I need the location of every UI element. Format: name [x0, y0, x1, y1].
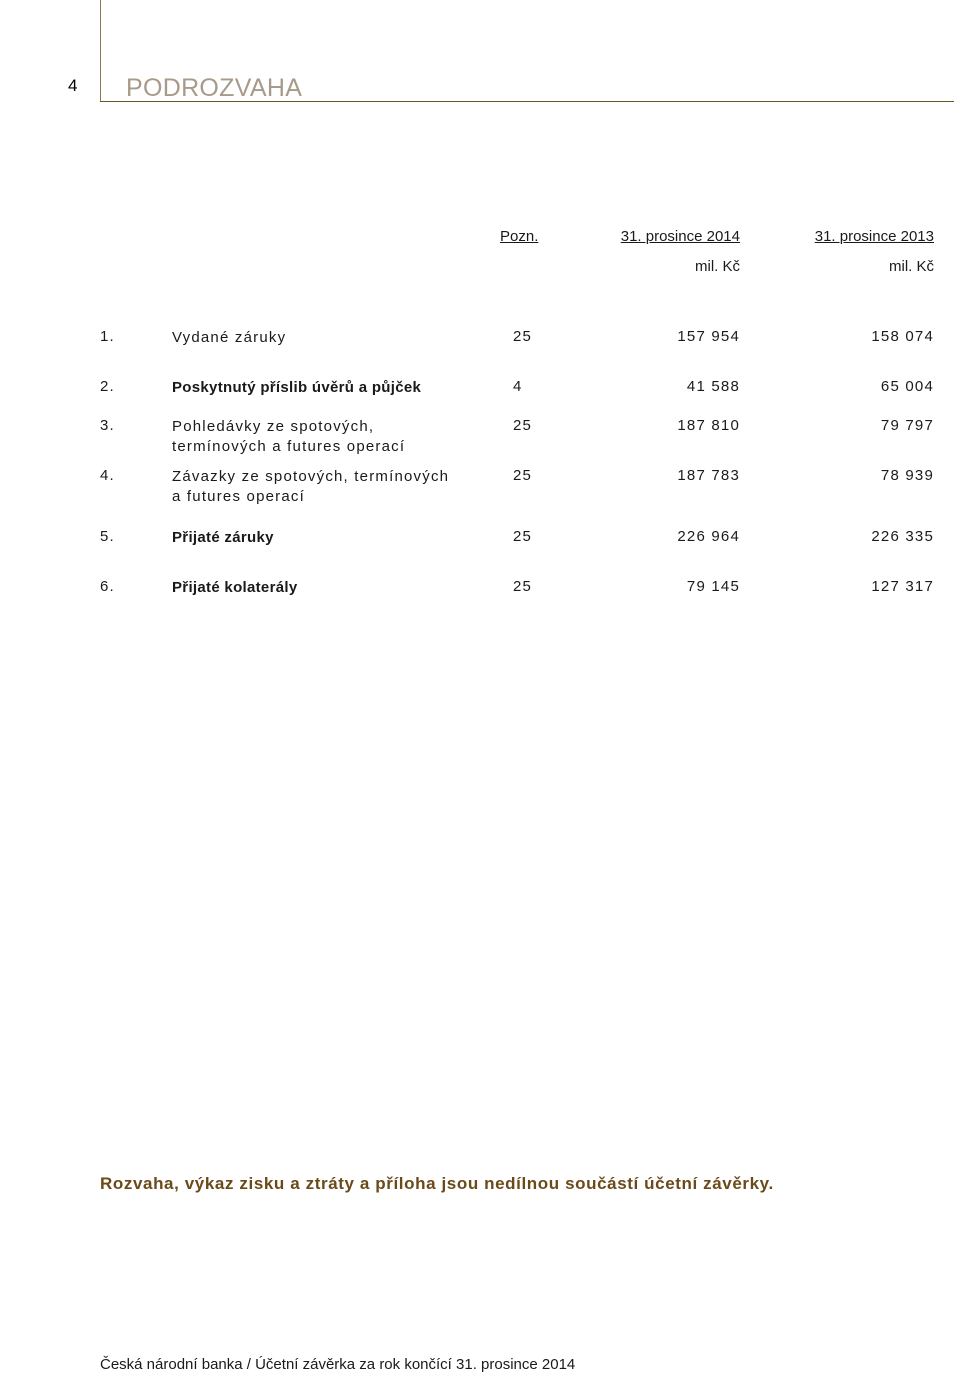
- row-value-2014: 187 810: [677, 417, 740, 434]
- row-number: 2.: [100, 378, 115, 395]
- row-number: 5.: [100, 528, 115, 545]
- col-2014-date-header: 31. prosince 2014: [620, 228, 740, 245]
- row-note: 25: [513, 467, 533, 484]
- header-vertical-rule: [100, 0, 101, 102]
- section-title: PODROZVAHA: [126, 74, 303, 102]
- row-value-2013: 127 317: [871, 578, 934, 595]
- row-label: Přijaté záruky: [172, 529, 274, 546]
- row-label: Přijaté kolaterály: [172, 579, 298, 596]
- row-value-2014: 79 145: [686, 578, 740, 595]
- row-value-2014: 157 954: [677, 328, 740, 345]
- row-value-2013: 226 335: [871, 528, 934, 545]
- col-2013-date-header: 31. prosince 2013: [814, 228, 934, 245]
- col-2013-unit-header: mil. Kč: [889, 258, 934, 275]
- row-label: Závazky ze spotových, termínových a futures operací: [172, 468, 450, 505]
- financial-statement-note: Rozvaha, výkaz zisku a ztráty a příloha jsou nedílnou součástí účetní závěrky.: [100, 1174, 774, 1193]
- row-number: 3.: [100, 417, 115, 434]
- row-note: 25: [513, 578, 533, 595]
- row-note: 4: [513, 378, 523, 395]
- row-label: Pohledávky ze spotových, termínových a futures operací: [172, 418, 406, 455]
- row-value-2013: 158 074: [871, 328, 934, 345]
- row-label: Vydané záruky: [172, 329, 287, 346]
- row-value-2014: 187 783: [677, 467, 740, 484]
- row-note: 25: [513, 328, 533, 345]
- row-number: 1.: [100, 328, 115, 345]
- row-note: 25: [513, 528, 533, 545]
- section-number: 4: [68, 76, 78, 95]
- row-value-2013: 79 797: [880, 417, 934, 434]
- row-value-2014: 226 964: [677, 528, 740, 545]
- row-value-2013: 78 939: [880, 467, 934, 484]
- row-value-2014: 41 588: [686, 378, 740, 395]
- row-number: 4.: [100, 467, 115, 484]
- row-label: Poskytnutý příslib úvěrů a půjček: [172, 379, 422, 396]
- row-number: 6.: [100, 578, 115, 595]
- note-column-header: Pozn.: [500, 228, 539, 245]
- row-value-2013: 65 004: [880, 378, 934, 395]
- page-footer: Česká národní banka / Účetní závěrka za rok končící 31. prosince 2014: [100, 1356, 576, 1373]
- col-2014-unit-header: mil. Kč: [695, 258, 740, 275]
- row-note: 25: [513, 417, 533, 434]
